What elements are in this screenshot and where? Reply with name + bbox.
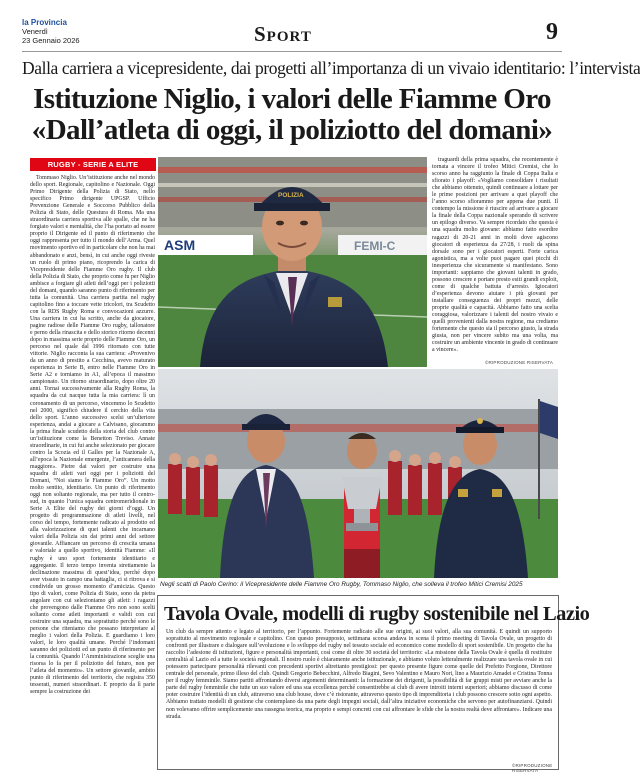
publication-weekday: Venerdì	[22, 27, 48, 36]
sidebar-article	[157, 595, 590, 770]
page-header	[22, 18, 562, 52]
section-name: Sport	[254, 22, 312, 46]
page-number: 9	[546, 19, 558, 45]
publication-date: 23 Gennaio 2026	[22, 36, 80, 45]
category-tag: RUGBY - SERIE A ELITE	[30, 158, 156, 171]
cap-text: POLIZIA	[278, 192, 304, 199]
sidebar-article-title: Tavola Ovale, modelli di rugby sostenibile nel Lazio	[164, 603, 590, 625]
photo-trophy-image	[158, 369, 558, 578]
photo-portrait	[158, 157, 427, 367]
article-credit: ©RIPRODUZIONE RISERVATA	[485, 360, 554, 365]
article-headline-line2: «Dall’atleta di oggi, il poliziotto del domani»	[31, 114, 553, 146]
photo-trophy	[158, 369, 558, 578]
article-kicker: Dalla carriera a vicepresidente, dai progetti all’importanza di un vivaio identitario: l’intervista	[22, 58, 640, 78]
banner-right-text: FEMI-C	[354, 239, 396, 253]
publication-name: la Provincia	[22, 18, 67, 27]
article-body-right	[432, 157, 558, 354]
photo-portrait-image	[158, 157, 427, 367]
sidebar-article-credit: ©RIPRODUZIONE RISERVATA	[512, 763, 553, 773]
article-body-left	[30, 175, 155, 771]
photo-caption: Negli scatti di Paolo Cerino: il Vicepresidente delle Fiamme Oro Rugby, Tommaso Niglio, che solleva il trofeo Mitici Cremisi 2025	[160, 581, 523, 588]
banner-left-text: ASM	[164, 237, 196, 253]
article-body-left-text: Tommaso Niglio. Un’istituzione anche nel mondo dello sport. Regionale, capitolino e Nazionale. Oggi Primo Dirigente della Polizia di Stato, nello specifico Primo dirigente UPGSP. Ufficio Prevenzione Generale e Soccorso Pubblico della Polizia di Stato, delle Questura di Roma. Ma una straordinaria carriera sportiva alle spalle, che ne ha forgiato valori e mentalità, che l’ha portato ad essere proprio il Dirigente ed il punto di riferimento che oggi rappresenta per tutto il mondo dell’Arma. Quel movimento sportivo ed in particolare che non ha mai abbandonato e anzi, bensì, in cui anche oggi riveste un ruolo di primo piano, ricoprendo la carica di Vicepresidente delle Fiamme Oro rugby. Il club della Polizia di Stato, che proprio come fu per Niglio ambisce a forgiare gli atleti dell’oggi per i poliziotti del domani, quando saranno punto di riferimento per tutta la comunità. Una carriera partita nel rugby capitolino fino a toccare vette tricolori, tra Scudetto con la RDS Rugby Roma e convocazioni azzurre. Una carriera in cui ha scritto, anche da giocatore, pagine radiose delle Fiamme Oro rugby, tallonatore e perno della rinascita e dello storico ritorno decenni dopo in massima serie proprio delle Fiamme Oro, un percorso nel quale dal 1996 ritornato con tutte vittorie. Niglio racconta la sua carriera: «Provenivo da un anno di prestito a Cecchina, avevo maturato esperienza in Serie B, entro nelle Fiamme Oro in Serie A2 e torniamo in A1, all’epoca il massimo campionato. Un ritorno straordinario, dopo oltre 20 anni. Tornai successivamente alla Rugby Roma, la squadra da cui nacque tutta la mia carriera: lì un coronamento di un percorso, vincemmo lo Scudetto nel 2000, significò chiudere il cerchio della vita dello sport. L’anno successivo scelsi un’ulteriore esperienza, andai a giocare a Calvisano, giocammo la prima finale scudetto della storia del club contro un’istituzione come la Benetton Treviso. Annate straordinarie, in cui fui anche selezionato per giocare contro la Scozia ed il Galles per la Nazionale A, all’epoca la Nazionale emergente, l’anticamera della maggiore». Pietre dai valori per costruire una squadra di atleti vari oggi per i poliziotti del Domani, “Noi siamo le Fiamme Oro”. Un motto molto sentito, identitario. Un punto di riferimento oggi non soltanto regionale, ma per tutto il centro-sud, in quanto l’unica squadra centromeridionale in Serie A Elite del rugby dei giorni d’oggi. Un progetto di programmazione di atleti livelli, nel corso del tempo, fortemente radicato al prodotto ed alla valorizzazione di quei talenti che incarnano valori della Polizia sin dai primi anni del settore giovanile. Affiancare un percorso di crescita umana e valoriale a quello sportivo, identità Fiamme: «Il rugby è uno sport fortemente identitario e aggregante. Il terzo tempo inventa strettamente la declinazione massima di quest’idea, perché dopo aver vissuto in campo una battaglia, ci si ritrova e si condivide un grosso momento d’amicizia. Questo tipo di valori, come Polizia di Stato, sono da pietra angolare con cui selezioniamo gli atleti: i ragazzi che provengono dalle Fiamme Oro non sono scelti soltanto come atleti importanti e validi con cui costruire una squadra, ma soprattutto perché sono le persone che riteniamo che possano interpretare al meglio i valori della Polizia. E guardiamo i loro valori, le loro qualità umane. Perché l’indomani saranno dei poliziotti ed un punto di riferimento per la comunità. Quando l’Amministrazione sceglie una risorsa lo fa per il poliziotto del futuro, non per l’atleta del momento». Un settore giovanile, ambito punto di riferimento del territorio, che registra 350 tesserati, numeri straordinari. E proprio da lì parte sempre la costruzione dei	[30, 175, 155, 696]
article-headline-line1: Istituzione Niglio, i valori delle Fiamme Oro	[33, 83, 551, 115]
article-body-right-text: traguardi della prima squadra, che recentemente è tornata a vincere il trofeo Mitici Cremisi, che lo scorso anno ha raggiunto la finale di Coppa Italia e sfiorato i playoff: «Vogliamo consolidare i risultati che abbiamo ottenuto, quindi continuare a lottare per le prime posizioni per arrivare a quei playoff che l’anno scorso sfiorammo per appena due punti. Il contempo la missione è riuscire ad arrivare a giocare la finale della Coppa nazionale sperando di scrivere un epilogo diverso. Va sempre ricordato che questa è una squadra molto giovane: abbiamo fatto esordire ragazzi di 20-21 anni in molti dove agiscono giocatori di esperienza da 27/28, i ruoli da spina dorsale sono per i giocatori esperti. Forte carica agonistica, ma a volte puoi pagare quei picchi di inesperienza che sicuramente si manifestano. Sono importanti: sappiamo che giovani talenti in grado, possono crescere e portare presto esiti grandi exploit, come di qualche battuta d’arresto. Igiocatori d’esperienza devono aiutare i più giovani per installare conseguenza dei propri mezzi, delle proprie qualità e capacità. Abbiamo fatto una scelta coraggiosa, valorizzare i talenti del nostro vivaio e quelli provenienti dalla nostra regione, ma crediamo fortemente che questo sia il percorso giusto, la strada giusta, non per vincere subito ma una volta, ma costruire un ambiente vincente in grado di continuare a vincere».	[432, 157, 558, 354]
sidebar-article-body: Un club da sempre attento e legato al territorio, per l’appunto. Fortemente radicato alle sue origini, ai suoi valori, alla sua comunità. E quindi un supporto soprattutto al movimento regionale e capitolino. Con questo presupposto, settimana scorsa andava in scena il primo meeting di Tavola Ovale, un progetto di confronti per illustrare e dialogare sull’evoluzione e lo sviluppo del rugby nel tessuto sociale ed economico come modello di sport sostenibile. Un progetto che ha raccolto l’adesione di istituzioni, figure e personalità importanti, così come di oltre 30 società del territorio: «La missione della Tavola Ovale è quella di restituire centralità al Lazio ed a tutte le società regionali. Il nostro ruolo è chiaramente anche istituzionale, e abbiamo voluto letteralmente realizzare una tavola ovale in cui potessero partecipare personalità rilevanti con precedenti sportivi altrettanto prestigiosi: per questo presente figure come quelle del Prefetto Forgione, Direttore centrale del personale, primo illeso del club. Quindi Gregorio Bebecchini, Alfredo Biagini, Sevo Valentino e Mauro Nori, lino a Maurizio Amadei e Cristina Tonna per il rugby femminile. Siamo partiti affrontando diversi argomenti determinanti: la formazione dei dirigenti, la possibilità di far gruppi misti per avviare anche la parte del rugby femminile che tutte un suo valore ed una sua eccellenza perché consentirebbe ai club di avere introiti interni superiori; abbiamo discusso di come poter costruire l’identità di un club, attraverso una club house, dove c’è ristorante, attraverso questo tipo di imprenditoria i club possono crescere sotto ogni aspetto. Abbiamo trattato modelli di gestione che contemplano da una parte degli impegni sociali, dall’altra iniziative economiche che servono per autofinanziarsi. Quindi non volevamo offrire semplicemente una rassegna teorica, ma proprio e sempi concreti con cui affrontare le sfide che la nostra realtà deve affrontare». Indicare una strada.	[166, 629, 552, 720]
